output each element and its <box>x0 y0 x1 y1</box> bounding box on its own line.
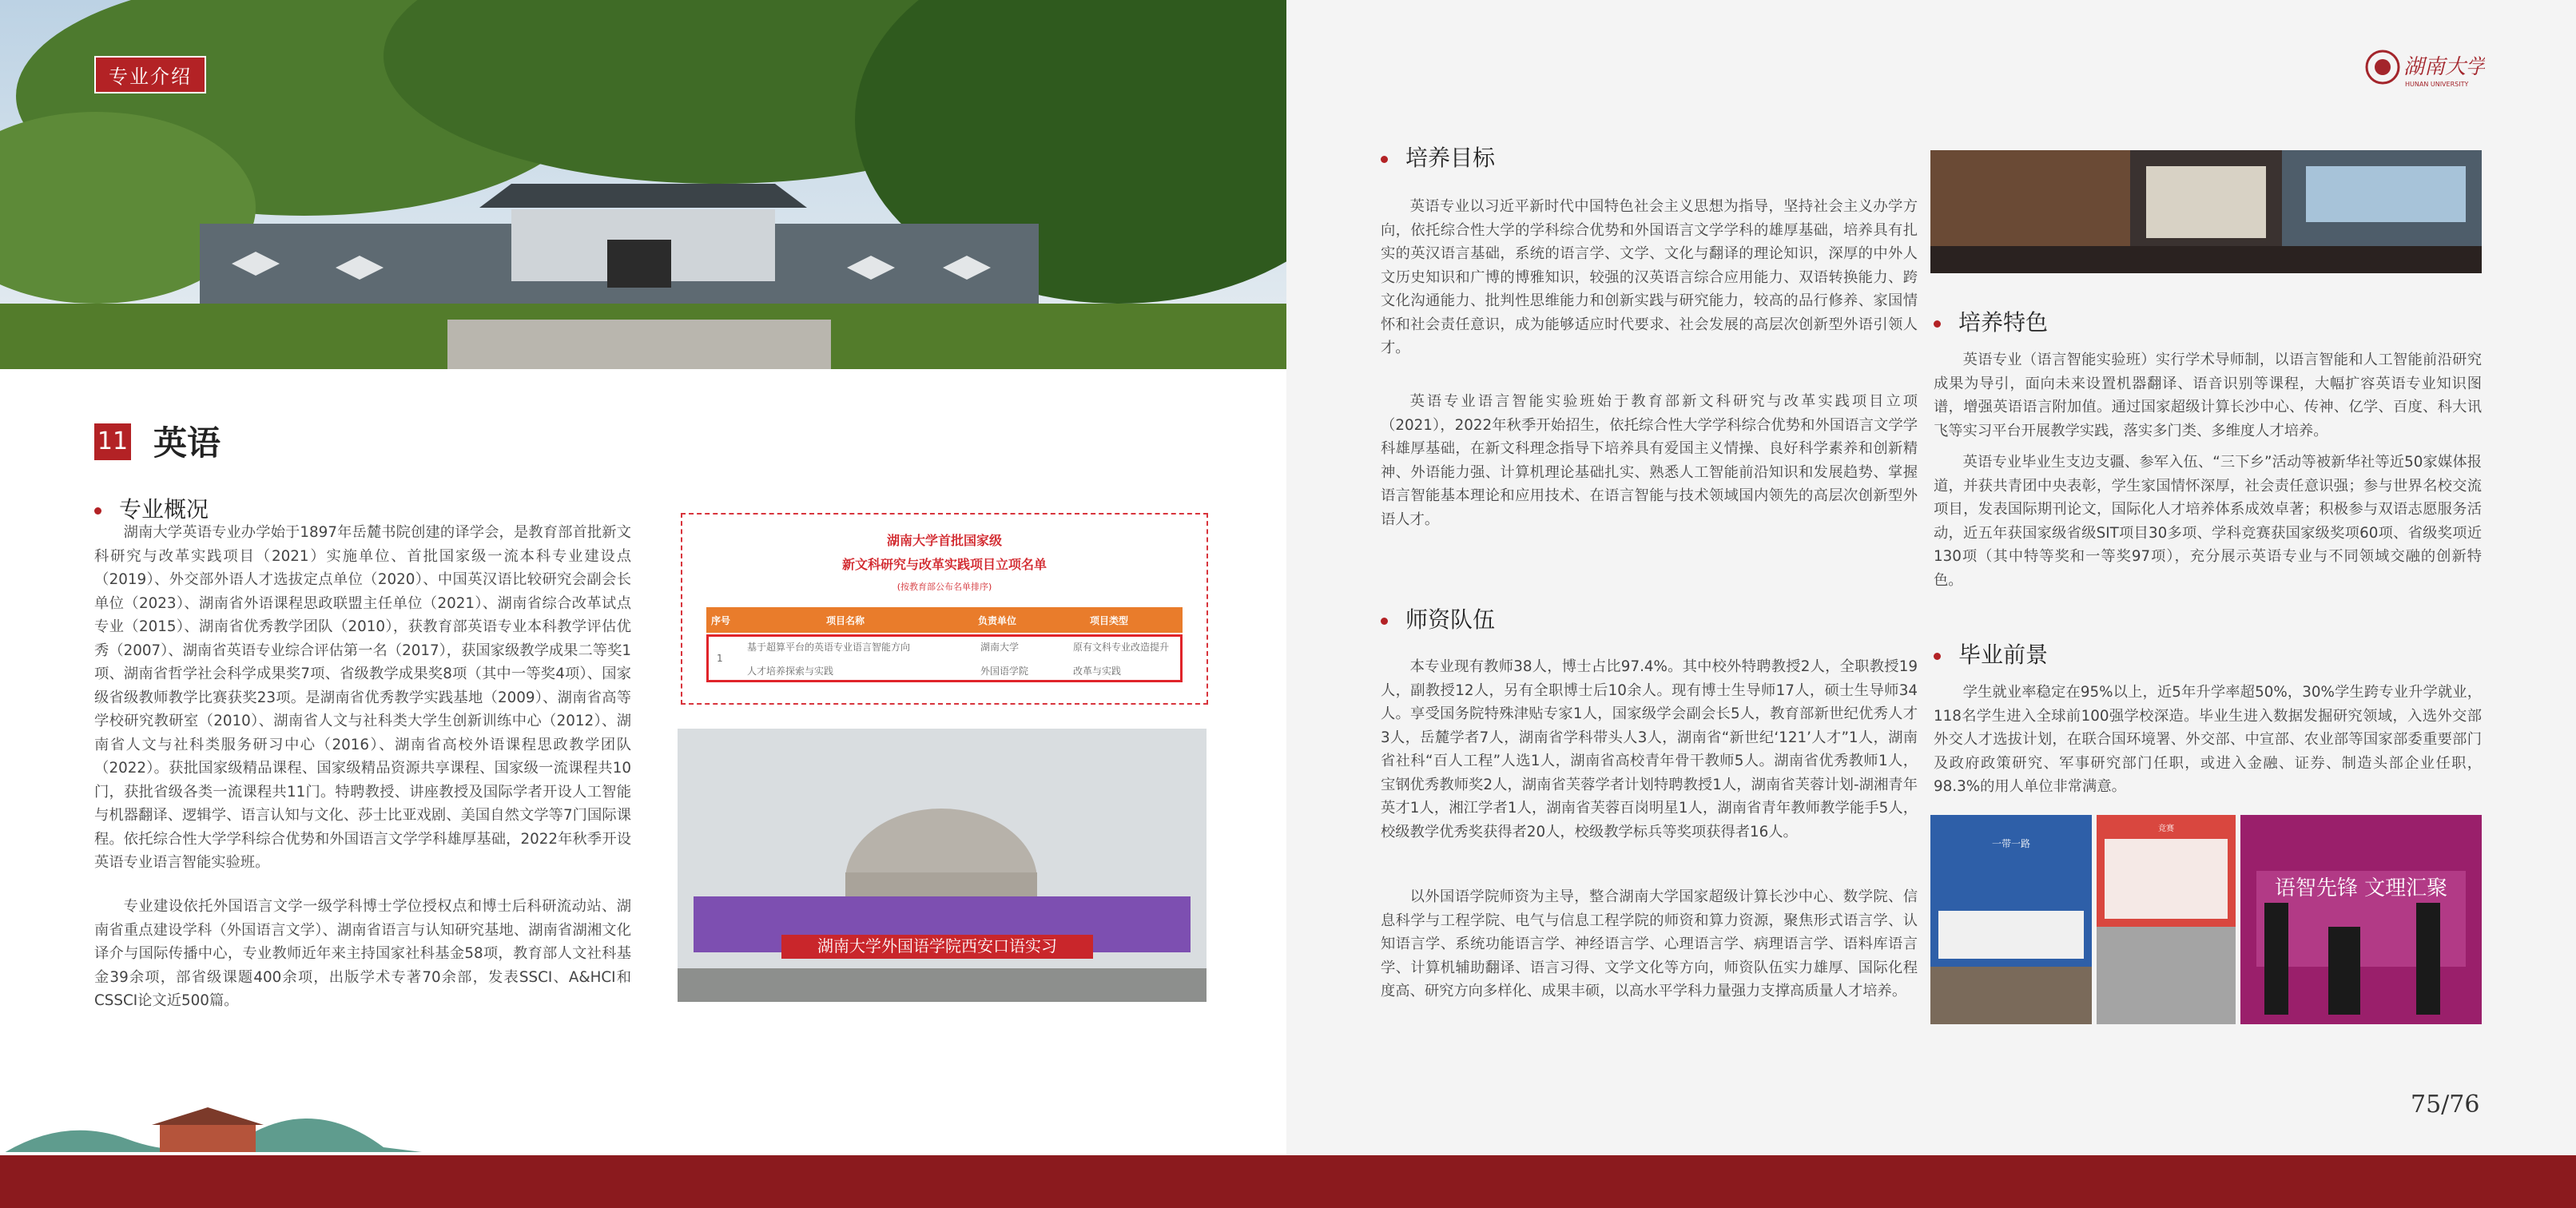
university-seal-icon <box>2365 48 2485 89</box>
table-cell-name-1: 基于超算平台的英语专业语言智能方向 <box>747 642 911 653</box>
bullet-icon <box>94 507 101 515</box>
activity-photo-3-illustration <box>2240 815 2482 1024</box>
table-header-type: 项目类型 <box>1090 615 1129 626</box>
table-title-1: 湖南大学首批国家级 <box>886 533 1002 548</box>
table-cell-unit-1: 湖南大学 <box>980 642 1020 653</box>
banner-text: 湖南大学外国语学院西安口语实习 <box>817 936 1057 956</box>
faculty-paragraph-1: 本专业现有教师38人，博士占比97.4%。其中校外特聘教授2人，全职教授19人，副教授12人，另有全职博士后10余人。现有博士生导师17人，硕士生导师34人。享受国务院特殊津贴专家1人，国家级学会副会长5人，教育部新世纪优秀人才3人，岳麓学者7人，湖南省学科带头人3人，湖南省“新世纪‘121’人才”1人，湖南省社科“百人工程”人选1人，湖南省高校青年骨干教师5人。湖南省优秀教师1人，宝钢优秀教师奖2人，湖南省芙蓉学者计划特聘教授1人，湖南省芙蓉计划-湖湘青年英才1人，湘江学者1人，湖南省芙蓉百岗明星1人，湖南省青年教师教学能手5人，校级教学优秀奖获得者20人，校级教学标兵等奖项获得者16人。 <box>1381 658 1918 840</box>
activity-photo-1 <box>1930 815 2092 1024</box>
table-note: (按教育部公布名单排序) <box>896 582 992 592</box>
overview-paragraph-2: 专业建设依托外国语言文学一级学科博士学位授权点和博士后科研流动站、湖南省重点建设学科（外国语言文学）、湖南省语言与认知研究基地、湖南省湖湘文化译介与国际传播中心，专业教师近年来主持国家社科基金58项，教育部人文社科基金39余项，部省级课题400余项，出版学术专著70余部，发表SSCI、A&HCI和CSSCI论文近500篇。 <box>94 898 631 1009</box>
overview-paragraph-1: 湖南大学英语专业办学始于1897年岳麓书院创建的译学会，是教育部首批新文科研究与改革实践项目（2021）实施单位、首批国家级一流本科专业建设点（2019）、外交部外语人才选拔定点单位（2020）、中国英汉语比较研究会副会长单位（2023）、湖南省外语课程思政联盟主任单位（2021）、湖南省综合改革试点专业（2015）、湖南省优秀教学团队（2010），获教育部英语专业本科教学评估优秀（2007）、湖南省英语专业综合评估第一名（2017），获国家级教学成果二等奖1项、湖南省哲学社会科学成果奖7项、省级教学成果奖8项（其中一等奖4项）、国家级省级教师教学比赛获奖23项。是湖南省优秀教学实践基地（2009）、湖南省高等学校研究教研室（2010）、湖南省人文与社科类大学生创新训练中心（2012）、湖南省人文与社科类服务研习中心（2016）、湖南省高校外语课程思政教学团队（2022）。获批国家级精品课程、国家级精品资源共享课程、国家级一流课程共10门，获批省级各类一流课程共11门。特聘教授、讲座教授及国际学者开设人工智能与机器翻译、逻辑学、语言认知与文化、莎士比亚戏剧、美国自然文学等7门国际课程。依托综合性大学学科综合优势和外国语言文学学科雄厚基础，2022年秋季开设英语专业语言智能实验班。 <box>94 524 631 871</box>
goal-paragraph-2: 英语专业语言智能实验班始于教育部新文科研究与改革实践项目立项（2021），2022年秋季开始招生，依托综合性大学学科综合优势和外国语言文学学科雄厚基础，在新文科理念指导下培养具有爱国主义情操、良好科学素养和创新精神、外语能力强、计算机理论基础扎实、熟悉人工智能前沿知识和发展趋势、掌握语言智能基本理论和应用技术、在语言智能与技术领域国内领先的高层次创新型外语人才。 <box>1381 393 1918 528</box>
footer-band <box>0 1155 2576 1208</box>
features-paragraph-2: 英语专业毕业生支边支疆、参军入伍、“三下乡”活动等被新华社等近50家媒体报道，并获共青团中央表彰，学生家国情怀深厚，社会责任意识强；参与世界名校交流项目，发表国际期刊论文，国际化人才培养体系成效卓著；积极参与双语志愿服务活动，近五年获国家级省级SIT项目30多项、学科竞赛获国家级奖项60项、省级奖项近130项（其中特等奖和一等奖97项），充分展示英语专业与不同领域交融的创新特色。 <box>1934 454 2482 589</box>
bullet-icon <box>1934 320 1941 328</box>
bullet-icon <box>1381 618 1388 625</box>
activity-photo-3 <box>2240 815 2482 1024</box>
group-photo-illustration <box>678 729 1207 1002</box>
overview-heading: 专业概况 <box>94 492 209 524</box>
features-heading: 培养特色 <box>1934 305 2048 337</box>
table-cell-no: 1 <box>717 653 723 664</box>
table-row <box>706 634 1183 682</box>
faculty-paragraph-2: 以外国语学院师资为主导，整合湖南大学国家超级计算长沙中心、数学院、信息科学与工程学院、电气与信息工程学院的师资和算力资源，聚焦形式语言学、认知语言学、系统功能语言学、神经语言学、心理语言学、病理语言学、语料库语言学、计算机辅助翻译、语言习得、文学文化等方向，师资队伍实力雄厚、国际化程度高、研究方向多样化、成果丰硕，以高水平学科力量强力支撑高质量人才培养。 <box>1381 888 1918 999</box>
table-header-row <box>706 607 1183 633</box>
features-paragraph-1: 英语专业（语言智能实验班）实行学术导师制，以语言智能和人工智能前沿研究成果为导引，面向未来设置机器翻译、语音识别等课程，大幅扩容英语专业知识图谱，增强英语语言附加值。通过国家超级计算长沙中心、传神、亿学、百度、科大讯飞等实习平台开展教学实践，落实多门类、多维度人才培养。 <box>1934 352 2482 439</box>
left-page <box>0 0 1286 1208</box>
university-logo <box>2365 48 2485 89</box>
major-number: 11 <box>94 423 131 460</box>
photo-b2-caption: 竞赛 <box>2158 825 2174 833</box>
career-paragraph-1: 学生就业率稳定在95%以上，近5年升学率超50%，30%学生跨专业升学就业，118名学生进入全球前100强学校深造。毕业生进入数据发掘研究领域，入选外交部外交人才选拔计划，在联合国环境署、外交部、中宣部、农业部等国家部委重要部门及政府政策研究、军事研究部门任职，或进入金融、证券、制造头部企业任职，98.3%的用人单位非常满意。 <box>1934 684 2482 795</box>
logo-cn: 湖南大学 <box>2403 55 2485 79</box>
table-header-no: 序号 <box>711 615 731 626</box>
group-photo <box>678 729 1207 1002</box>
goal-heading: 培养目标 <box>1381 141 1495 173</box>
faculty-heading: 师资队伍 <box>1381 602 1495 634</box>
career-heading: 毕业前景 <box>1934 638 2048 670</box>
table-cell-name-2: 人才培养探索与实践 <box>747 666 834 677</box>
activity-photo-2 <box>2097 815 2236 1024</box>
logo-en: HUNAN UNIVERSITY <box>2405 81 2469 88</box>
project-list-figure <box>681 513 1208 705</box>
campus-hero-photo <box>0 0 1286 369</box>
table-cell-type-1: 原有文科专业改造提升 <box>1073 642 1170 653</box>
section-tag: 专业介绍 <box>94 56 206 93</box>
photo-b3-title: 语智先锋 文理汇聚 <box>2274 876 2448 900</box>
photo-b1-caption: 一带一路 <box>1991 838 2031 849</box>
table-title-2: 新文科研究与改革实践项目立项名单 <box>841 557 1047 572</box>
bullet-icon <box>1934 653 1941 660</box>
major-title: 英语 <box>153 423 221 463</box>
classroom-photo-illustration <box>1930 150 2482 273</box>
goal-paragraph-1: 英语专业以习近平新时代中国特色社会主义思想为指导，坚持社会主义办学方向，依托综合性大学的学科综合优势和外国语言文学学科的雄厚基础，培养具有扎实的英汉语言基础，系统的语言学、文学、文化与翻译的理论知识，深厚的中外人文历史知识和广博的博雅知识，较强的汉英语言综合应用能力、双语转换能力、跨文化沟通能力、批判性思维能力和创新实践与研究能力，较高的品行修养、家国情怀和社会责任意识，成为能够适应时代要求、社会发展的高层次创新型外语引领人才。 <box>1381 198 1918 356</box>
bullet-icon <box>1381 156 1388 163</box>
table-header-name: 项目名称 <box>826 615 865 626</box>
table-header-unit: 负责单位 <box>978 615 1017 626</box>
page-number: 75/76 <box>2411 1091 2480 1119</box>
footer-landscape-decoration <box>0 1099 447 1152</box>
activity-photo-2-illustration <box>2097 815 2236 1024</box>
classroom-photo <box>1930 150 2482 273</box>
table-cell-type-2: 改革与实践 <box>1073 666 1122 677</box>
table-cell-unit-2: 外国语学院 <box>980 666 1029 677</box>
activity-photo-1-illustration <box>1930 815 2092 1024</box>
